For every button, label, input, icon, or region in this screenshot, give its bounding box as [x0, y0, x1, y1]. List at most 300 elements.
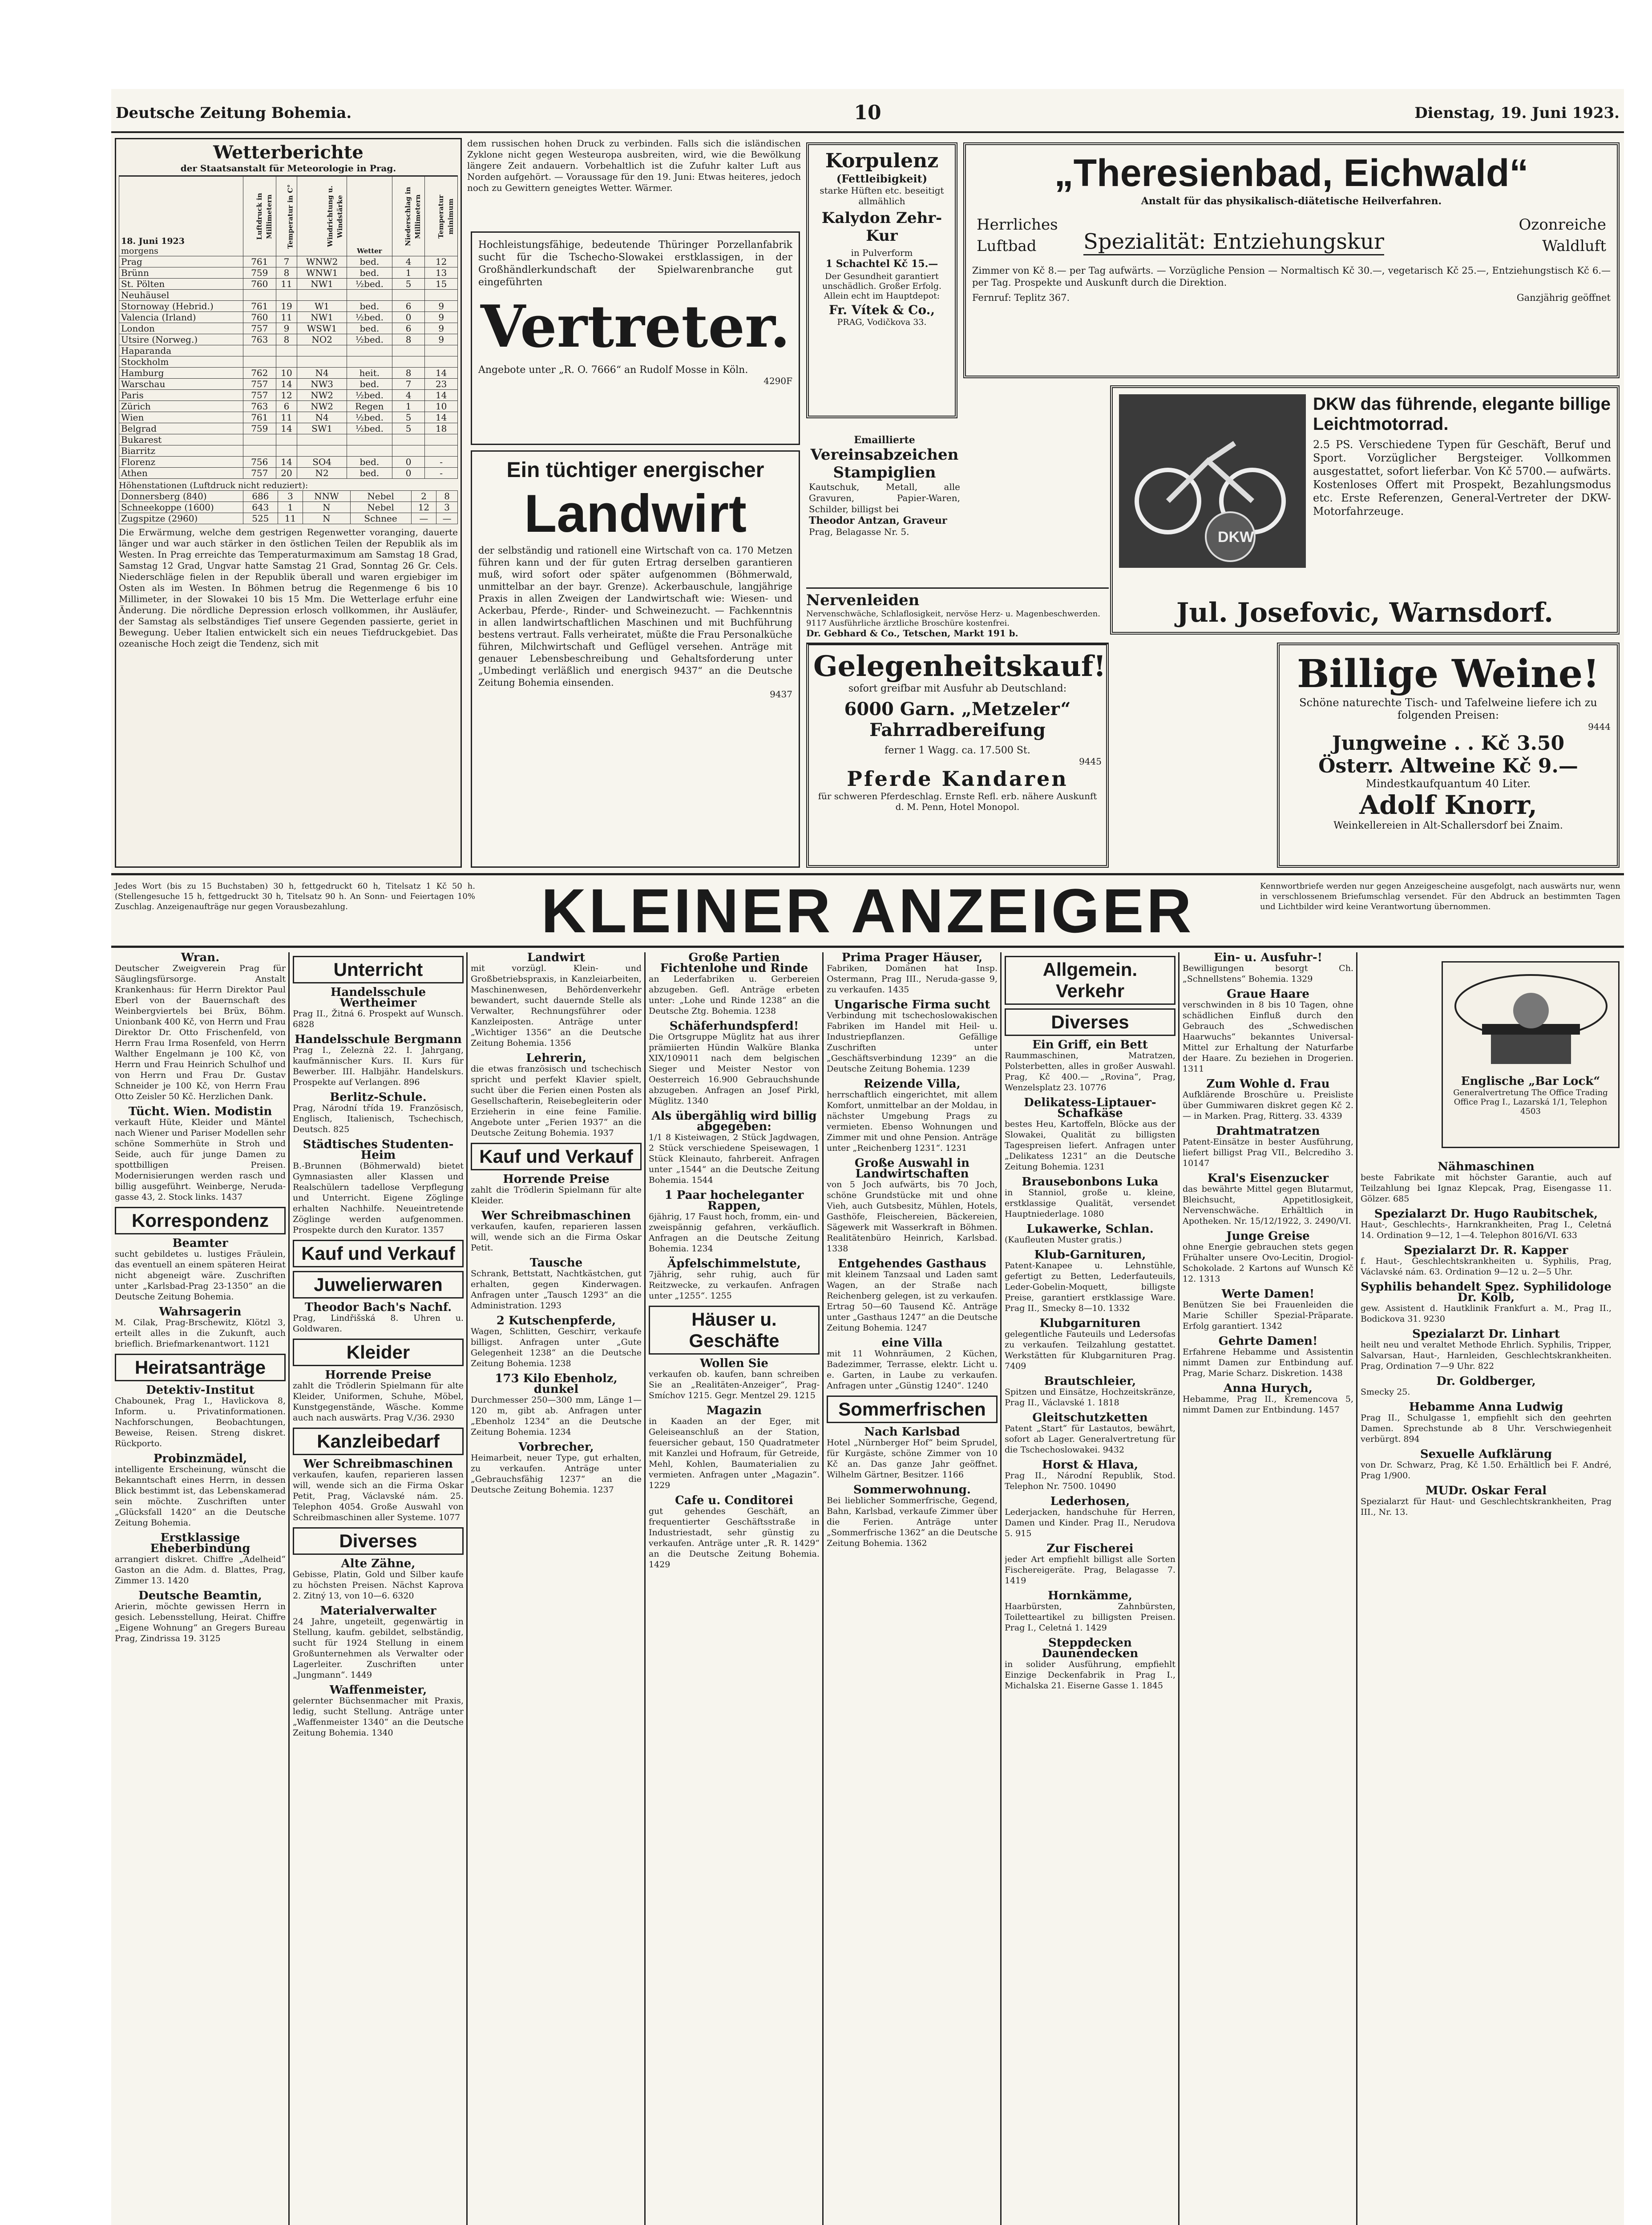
classified-headline: Wer Schreibmaschinen [481, 1209, 631, 1222]
weather-value: 20 [276, 468, 297, 479]
classified-headline: Wahrsagerin [159, 1305, 242, 1319]
weather-value [276, 345, 297, 356]
weather-value: heit. [347, 368, 392, 379]
classified-text: Aufklärende Broschüre u. Preisliste über Gummiwaren diskret gegen Kč 2.— in Marken. Prag, Ritterg. 33. 4339 [1183, 1090, 1353, 1121]
weather-row [119, 267, 458, 279]
classified-ad [649, 1111, 820, 1185]
weather-date-cell [119, 177, 243, 256]
theresienbad-special: Spezialität: Entziehungskur [1083, 229, 1384, 255]
classified-ad [1005, 1040, 1175, 1093]
weine-ad [1277, 643, 1620, 868]
theresienbad-text: Zimmer von Kč 8.— per Tag aufwärts. — Vorzügliche Pension — Normaltisch Kč 30.—, vegetarisch Kč 25.—, Entziehungstisch Kč 6.— per Tag. Prospekte und Auskunft durch die Direktion. [972, 265, 1611, 288]
weather-value [297, 345, 347, 356]
section-heading: Heiratsanträge [115, 1354, 286, 1381]
classified-headline: Städtisches Studenten-Heim [303, 1138, 454, 1162]
classified-text: jeder Art empfiehlt billigst alle Sorten Fischereigeräte. Prag, Belagasse 7. 1419 [1005, 1554, 1175, 1586]
classified-headline: Junge Greise [1226, 1230, 1310, 1243]
classified-ad [1005, 1543, 1175, 1586]
height-value: 11 [278, 513, 303, 524]
height-value: NNW [303, 491, 350, 502]
classified-text: Arierin, möchte gewissen Herrn in gesich. Lebensstellung, Heirat. Chiffre „Eigene Wohnung“ an Gregers Bureau Prag, Zindrissa 19. 3125 [115, 1602, 286, 1643]
weather-value: 757 [243, 323, 276, 334]
theresienbad-ad [963, 142, 1620, 378]
height-value: 12 [411, 502, 436, 513]
classified-headline: 2 Kutschenpferde, [496, 1314, 616, 1327]
classified-ad [293, 1302, 464, 1334]
weather-value: 756 [243, 457, 276, 468]
classified-text: herrschaftlich eingerichtet, mit allem Komfort, unmittelbar an der Moldau, in nächster Umgebung Prags zu vermieten. Ebenso Wohnungen und Zimmer mit und ohne Pension. Anträge unter „Reichenberg 1231“. 1231 [827, 1090, 998, 1153]
gelegenheit-foot: für schweren Pferdeschlag. Ernste Refl. erb. nähere Auskunft d. M. Penn, Hotel Monopol. [818, 791, 1097, 812]
weather-value [297, 434, 347, 445]
weather-row [119, 412, 458, 423]
weather-value: bed. [347, 379, 392, 390]
weather-value [276, 356, 297, 368]
classified-headline: Wollen Sie [700, 1357, 768, 1370]
banner-rule-top [111, 873, 1624, 875]
height-value: N [303, 513, 350, 524]
weather-value: 13 [425, 267, 458, 279]
weather-station: Valencia (Irland) [119, 312, 243, 323]
classified-text: mit kleinem Tanzsaal und Laden samt Wagen, an der Straße nach Reichenberg gelegen, ist zu verkaufen. Ertrag 50—60 Tausend Kč. Anträge unter „Gasthaus 1247“ an die Deutsche Zeitung Bohemia. 1247 [827, 1270, 998, 1333]
classified-text: gut gehendes Geschäft, an frequentierter Geschäftsstraße in Industriestadt, sehr günstig zu verkaufen. Anträge unter „R. R. 1429“ an die Deutsche Zeitung Bohemia. 1429 [649, 1506, 820, 1570]
classified-text: Patent-Kanapee u. Lehnstühle, gefertigt zu Betten, Lederfauteuils, Leder-Gobelin-Moquett, billigste Preise, garantiert erstklassige Ware. Prag II., Smecky 8—10. 1332 [1005, 1261, 1175, 1313]
classified-text: Bei lieblicher Sommerfrische, Gegend, Bahn, Karlsbad, verkaufe Zimmer über die Ferien. Anträge unter „Sommerfrische 1362“ an die Deutsche Zeitung Bohemia. 1362 [827, 1496, 998, 1548]
classified-headline: Schäferhundspferd! [669, 1019, 799, 1033]
classified-headline: Prima Prager Häuser, [841, 952, 983, 964]
weine-row1: Jungweine . . Kč 3.50 [1332, 732, 1565, 755]
weather-value: 1 [392, 267, 425, 279]
classified-ad [827, 952, 998, 995]
classified-text: Haut-, Geschlechts-, Harnkrankheiten, Prag I., Celetná 14. Ordination 9—12, 1—4. Telephon 8016/VI. 633 [1361, 1220, 1612, 1240]
weather-value: 11 [276, 312, 297, 323]
kleiner-left-note: Jedes Wort (bis zu 15 Buchstaben) 30 h, fettgedruckt 60 h, Titelsatz 1 Kč 50 h. (Stellengesuche 15 h, fettgedruckt 30 h, Titelsatz 90 h. An Sonn- und Feiertagen 10% Zuschlag. Anzeigenaufträge nur gegen Vorausbezahlung. [115, 882, 475, 911]
classified-text: B.-Brunnen (Böhmerwald) bietet Gymnasiasten aller Klassen und Realschülern tadellose Verpflegung und Unterricht. Eigene Zöglinge erhalten Nachhilfe. Neueintretende Zöglinge werden aufgenommen. Prospekte durch den Kurator. 1357 [293, 1161, 464, 1235]
classified-ad [1005, 1177, 1175, 1219]
weather-value: 8 [392, 368, 425, 379]
classified-columns [111, 952, 1624, 2225]
classified-ad [827, 1427, 998, 1480]
gelegenheit-text: ferner 1 Wagg. ca. 17.500 St. [885, 745, 1030, 756]
classified-column [471, 952, 642, 2225]
classified-ad [1183, 1289, 1353, 1331]
weather-value [347, 345, 392, 356]
classified-headline: Syphilis behandelt Spez. Syphilidologe Dr. Kolb, [1361, 1280, 1612, 1304]
weather-value: ½bed. [347, 390, 392, 401]
weather-value: 757 [243, 390, 276, 401]
weather-report [115, 138, 462, 868]
classified-headline: Ein Griff, ein Bett [1032, 1038, 1148, 1052]
korpulenz-price: 1 Schachtel Kč 15.— [825, 258, 938, 270]
classified-ad [293, 987, 464, 1030]
weather-station: Athen [119, 468, 243, 479]
weather-value: 6 [276, 401, 297, 412]
classified-headline: Lukawerke, Schlan. [1026, 1222, 1154, 1236]
gelegenheit-line: sofort greifbar mit Ausfuhr ab Deutschland: [848, 683, 1067, 694]
classified-ad [293, 1606, 464, 1680]
weather-value [392, 290, 425, 301]
weather-col-precip: Niederschlag in Millimetern [392, 177, 425, 256]
gelegenheit-big: 6000 Garn. „Metzeler“ Fahrradbereifung [844, 699, 1071, 740]
weather-col-tmin: Temperatur minimum [425, 177, 458, 256]
classified-text: das bewährte Mittel gegen Blutarmut, Bleichsucht, Appetitlosigkeit, Nervenschwäche. Erhältlich in Apotheken. Nr. 15/12/1922, 3. 2490/VI. [1183, 1184, 1353, 1226]
weather-value: 7 [392, 379, 425, 390]
barlock-sub: Generalvertretung The Office Trading Office Prag I., Lazarská 1/1, Telephon 4503 [1453, 1088, 1608, 1116]
nervenleiden-ad [806, 587, 1109, 644]
weather-forecast-text: dem russischen hohen Druck zu verbinden. Falls sich die isländischen Zyklone nicht gegen Westeuropa ausbreiten, wird, wie die Bewölkung längere Zeit andauern. Vorbehaltlich ist die Zufuhr kalter Luft aus Norden aufgehört. — Voraussage für den 19. Juni: Etwas heiteres, jedoch noch zu Gewittern geneigtes Wetter. Wärmer. [467, 138, 801, 193]
section-heading: Kauf und Verkauf [293, 1240, 464, 1267]
weather-station: London [119, 323, 243, 334]
weather-value [392, 356, 425, 368]
classified-text: von Dr. Schwarz, Prag, Kč 1.50. Erhältlich bei F. André, Prag 1/900. [1361, 1460, 1612, 1481]
classified-ad [1361, 1245, 1612, 1277]
height-value: Nebel [350, 491, 411, 502]
weather-value: 0 [392, 457, 425, 468]
vertreter-title: Vertreter. [481, 292, 790, 360]
vertreter-ad [471, 231, 800, 445]
weather-col-weather: Wetter [347, 177, 392, 256]
classified-headline: Gleitschutzketten [1032, 1411, 1148, 1424]
height-value: 1 [278, 502, 303, 513]
weine-text: Schöne naturechte Tisch- und Tafelweine liefere ich zu folgenden Preisen: [1299, 696, 1597, 721]
weather-value: 23 [425, 379, 458, 390]
classified-text: gew. Assistent d. Hautklinik Frankfurt a. M., Prag II., Bodickova 31. 9230 [1361, 1303, 1612, 1324]
weather-value: 757 [243, 379, 276, 390]
weather-value: 14 [425, 368, 458, 379]
column-rule [822, 952, 824, 2225]
weather-value: N2 [297, 468, 347, 479]
classified-headline: Spezialarzt Dr. Linhart [1412, 1327, 1560, 1341]
kleiner-right-note: Kennwortbriefe werden nur gegen Anzeigescheine ausgefolgt, nach auswärts nur, wenn in verschlossenem Briefumschlag versendet. Für den Abdruck an bestimmten Tagen und Lichtbilder wird keine Verantwortung übernommen. [1260, 882, 1620, 911]
korpulenz-lines: starke Hüften etc. beseitigt allmählich [820, 185, 944, 206]
classified-ad [1005, 1250, 1175, 1314]
weather-value [392, 445, 425, 457]
classified-headline: Klub-Garnituren, [1034, 1248, 1146, 1262]
classified-headline: Hornkämme, [1048, 1589, 1132, 1602]
classified-column [115, 952, 286, 2225]
theresienbad-season: Ganzjährig geöffnet [1516, 292, 1611, 303]
header-date: Dienstag, 19. Juni 1923. [1414, 104, 1620, 122]
weather-value: 9 [425, 312, 458, 323]
classified-ad [293, 1092, 464, 1135]
classified-headline: Materialverwalter [320, 1604, 436, 1618]
height-value: 686 [243, 491, 278, 502]
height-value: 3 [436, 502, 458, 513]
section-heading: Diverses [1005, 1008, 1175, 1036]
classified-text: Prag II., Žitná 6. Prospekt auf Wunsch. 6828 [293, 1009, 464, 1029]
weather-value: 6 [392, 301, 425, 312]
classified-text: 24 Jahre, ungeteilt, gegenwärtig in Stellung, kaufm. gebildet, selbständig, sucht für 1924 Stellung in einem Großunternehmen als Verwalter oder Lagerleiter. Zuschriften unter „Jungmann“. 1449 [293, 1617, 464, 1680]
weather-row [119, 401, 458, 412]
classified-ad [115, 1385, 286, 1449]
header-rule [111, 131, 1624, 133]
weather-col-pressure: Luftdruck in Millimetern [243, 177, 276, 256]
classified-ad [115, 1533, 286, 1586]
classified-ad [1361, 1449, 1612, 1481]
weather-value: 11 [276, 279, 297, 290]
weather-value [276, 290, 297, 301]
weine-title: Billige Weine! [1297, 651, 1600, 696]
landwirt-title: Landwirt [524, 484, 747, 543]
classified-ad [1183, 1126, 1353, 1169]
classified-text: f. Haut-, Geschlechtskrankheiten u. Syphilis, Prag, Václavské nám. 63. Ordination 9—12 u. 2—5 Uhr. [1361, 1256, 1612, 1277]
theresienbad-title: „Theresienbad, Eichwald“ [1054, 152, 1529, 194]
weather-value: 12 [425, 256, 458, 267]
classified-ad [1361, 1329, 1612, 1371]
banner-rule-bottom [111, 946, 1624, 948]
weather-row [119, 434, 458, 445]
column-rule [644, 952, 646, 2225]
classified-headline: Hebamme Anna Ludwig [1409, 1400, 1563, 1414]
weather-col-temp: Temperatur in C° [276, 177, 297, 256]
weather-value: N4 [297, 368, 347, 379]
classified-ad [649, 1021, 820, 1106]
classified-ad [1005, 1224, 1175, 1245]
classified-headline: MUDr. Oskar Feral [1425, 1484, 1547, 1497]
weine-code: 9444 [1588, 721, 1611, 732]
section-heading: Juwelierwaren [293, 1271, 464, 1299]
weather-station: Hamburg [119, 368, 243, 379]
landwirt-top: Ein tüchtiger energischer [506, 458, 764, 482]
weather-value: 0 [392, 468, 425, 479]
classified-headline: Sommerwohnung. [853, 1483, 971, 1497]
classified-ad [1183, 989, 1353, 1074]
section-heading: Kanzleibedarf [293, 1428, 464, 1455]
classified-ad [293, 1459, 464, 1523]
classified-headline: Brausebonbons Luka [1022, 1175, 1159, 1189]
weather-value: 14 [425, 390, 458, 401]
weather-value: 5 [392, 412, 425, 423]
height-value: — [411, 513, 436, 524]
height-value: 2 [411, 491, 436, 502]
classified-text: Gebisse, Platin, Gold und Silber kaufe zu höchsten Preisen. Nächst Kaprova 2. Zitný 13, von 10—6. 6320 [293, 1570, 464, 1601]
classified-headline: Nach Karlsbad [864, 1425, 960, 1439]
weather-value: bed. [347, 457, 392, 468]
height-value: 3 [278, 491, 303, 502]
weather-value [243, 445, 276, 457]
classified-headline: Drahtmatratzen [1216, 1125, 1320, 1138]
classified-text: Fabriken, Domänen hat Insp. Ostermann, Prag III., Neruda-gasse 9, zu verkaufen. 1435 [827, 963, 998, 995]
weather-value: bed. [347, 267, 392, 279]
weather-value [243, 290, 276, 301]
classified-ad [115, 952, 286, 1102]
classified-headline: Graue Haare [1227, 987, 1309, 1001]
classified-ad [827, 1258, 998, 1333]
weather-value: 9 [425, 334, 458, 345]
column-rule [466, 952, 468, 2225]
korpulenz-ad [806, 142, 957, 418]
classified-headline: Beamter [172, 1237, 228, 1250]
classified-ad [293, 1034, 464, 1088]
classified-ad [649, 1495, 820, 1570]
weather-value: 10 [276, 368, 297, 379]
weather-value: 0 [392, 312, 425, 323]
classified-ad [1183, 1231, 1353, 1284]
classified-column [1005, 952, 1175, 2225]
weather-station: Belgrad [119, 423, 243, 434]
classified-text: Schrank, Bettstatt, Nachtkästchen, gut erhalten, gegen Kinderwagen. Anfragen unter „Tausch 1293“ an die Administration. 1293 [471, 1269, 642, 1311]
weather-value: ½bed. [347, 423, 392, 434]
weather-value [425, 445, 458, 457]
classified-headline: Große Auswahl in Landwirtschaften [854, 1157, 970, 1181]
classified-ad [293, 1558, 464, 1601]
emaillierte-addr: Prag, Belagasse Nr. 5. [809, 526, 909, 537]
theresienbad-right2: Waldluft [1542, 237, 1606, 255]
nervenleiden-vendor: Dr. Gebhard & Co., Tetschen, Markt 191 b. [806, 628, 1018, 639]
kleiner-anzeiger-banner [111, 878, 1624, 944]
nervenleiden-text: Nervenschwäche, Schlaflosigkeit, nervöse Herz- u. Magenbeschwerden. 9117 Ausführliche ärztliche Broschüre kostenfrei. [806, 609, 1100, 628]
section-heading: Unterricht [293, 956, 464, 983]
classified-headline: Ein- u. Ausfuhr-! [1213, 952, 1323, 964]
weather-value [425, 434, 458, 445]
weather-value: 11 [276, 412, 297, 423]
dkw-copy [1313, 394, 1611, 518]
weather-station: Stornoway (Hebrid.) [119, 301, 243, 312]
theresienbad-footer-row [972, 292, 1611, 306]
weather-value: NO2 [297, 334, 347, 345]
classified-text: Patent „Start“ für Lastautos, bewährt, sofort ab Lager. Generalvertretung für die Tschechoslowakei. 9432 [1005, 1424, 1175, 1455]
weather-row [119, 379, 458, 390]
classified-headline: Tausche [529, 1256, 583, 1270]
weather-value: bed. [347, 301, 392, 312]
column-rule [1178, 952, 1179, 2225]
classified-headline: Wer Schreibmaschinen [303, 1457, 453, 1471]
weather-value: 760 [243, 279, 276, 290]
classified-text: M. Cilak, Prag-Brschewitz, Klötzl 3, erteilt alles in die Zukunft, auch brieflich. Briefmarkenantwort. 1121 [115, 1318, 286, 1349]
classified-text: Prag II., Schulgasse 1, empfiehlt sich den geehrten Damen. Sprechstunde ab 8 Uhr. Verschwiegenheit verbürgt. 894 [1361, 1413, 1612, 1444]
classified-text: 1/1 8 Kisteiwagen, 2 Stück Jagdwagen, 2 Stück verschiedene Speisewagen, 1 Stück Kleinauto, fahrbereit. Anfragen unter „1544“ an die Deutsche Zeitung Bohemia. 1544 [649, 1133, 820, 1185]
weather-value [392, 345, 425, 356]
dkw-text: 2.5 PS. Verschiedene Typen für Geschäft, Beruf und Sport. Vorzüglicher Bergsteiger. Vollkommen ausgestattet, sofort lieferbar. Von Kč 5700.— aufwärts. Kostenloses Offert mit Prospekt, Bezahlungsmodus etc. Erste Referenzen, General-Vertreter der DKW-Motorfahrzeuge. [1313, 438, 1611, 518]
classified-headline: Magazin [706, 1404, 762, 1417]
classified-headline: Dr. Goldberger, [1436, 1375, 1536, 1388]
classified-ad [1361, 1402, 1612, 1444]
classified-ad [1183, 1079, 1353, 1121]
classified-ad [293, 1139, 464, 1235]
weather-value: WNW2 [297, 256, 347, 267]
classified-text: verkaufen ob. kaufen, bann schreiben Sie an „Realitäten-Anzeiger“, Prag-Smíchov 1215. Gegr. Mentzel 29. 1215 [649, 1369, 820, 1400]
classified-headline: Zum Wohle d. Frau [1206, 1077, 1330, 1091]
classified-text: in Stanniol, große u. kleine, erstklassige Qualität, versendet Hauptniederlage. 1080 [1005, 1188, 1175, 1219]
newspaper-page [111, 89, 1624, 2225]
vertreter-intro: Hochleistungsfähige, bedeutende Thüringer Porzellanfabrik sucht für die Tschecho-Slowakei erstklassigen, in der Großhändlerkundschaft der Spielwarenbranche gut eingeführten [478, 239, 792, 288]
classified-ad [1005, 1590, 1175, 1633]
classified-ad [115, 1238, 286, 1302]
weather-station: Wien [119, 412, 243, 423]
weather-value: WSW1 [297, 323, 347, 334]
height-station: Zugspitze (2960) [119, 513, 243, 524]
classified-headline: Probinzmädel, [153, 1452, 247, 1465]
weather-value: bed. [347, 256, 392, 267]
classified-text: Deutscher Zweigverein Prag für Säuglingsfürsorge. Anstalt Krankenhaus: für Herrn Direktor Paul Eberl von der Bauernschaft des Weinbergviertels bei Brüx, Böhm. Unionbank 400 Kč, von Herrn und Frau Direktor Dr. Otto Frischenfeld, von Herrn Frau Irma Rosenfeld, von Herrn Walther Engelmann je 100 Kč, von Herrn und Frau Heinrich Schulhof und von Herrn und Frau Dr. Gustav Schneider je 100 Kč, von Herrn Frau Otto Zeisler 50 Kč. Herzlichen Dank. [115, 963, 286, 1101]
weather-value: N4 [297, 412, 347, 423]
height-row [119, 513, 458, 524]
weather-value [425, 345, 458, 356]
classified-column [1183, 952, 1353, 2225]
classified-text: Hebamme, Prag II., Kremencova 5, nimmt Damen zur Entbindung. 1457 [1183, 1394, 1353, 1415]
heights-title: Höhenstationen (Luftdruck nicht reduziert): [119, 481, 308, 490]
classified-text: Spezialarzt für Haut- und Geschlechtskrankheiten, Prag III., Nr. 13. [1361, 1497, 1612, 1517]
classified-headline: Nähmaschinen [1438, 1161, 1535, 1173]
classified-column [1361, 1161, 1612, 2225]
classified-ad [471, 1210, 642, 1253]
weather-value: 762 [243, 368, 276, 379]
classified-column [293, 952, 464, 2225]
classified-ad [115, 1307, 286, 1349]
classified-headline: Sexuelle Aufklärung [1420, 1448, 1552, 1461]
classified-ad [471, 1373, 642, 1437]
weather-value: NW1 [297, 279, 347, 290]
classified-text: Heimarbeit, neuer Type, gut erhalten, zu verkaufen. Anträge unter „Gebrauchsfähig 1237“ an die Deutsche Zeitung Bohemia. 1237 [471, 1453, 642, 1495]
classified-text: Durchmesser 250—300 mm, Länge 1—120 m, gibt ab. Anfragen unter „Ebenholz 1234“ an die Deutsche Zeitung Bohemia. 1234 [471, 1395, 642, 1437]
weather-value [276, 434, 297, 445]
height-row [119, 491, 458, 502]
classified-headline: Lehrerin, [526, 1052, 586, 1065]
weather-value [243, 434, 276, 445]
weine-addr: Weinkellereien in Alt-Schallersdorf bei Znaim. [1333, 820, 1563, 831]
weather-value: 4 [392, 256, 425, 267]
classified-text: intelligente Erscheinung, wünscht die Bekanntschaft eines Herrn, in dessen Blick bestimmt ist, das Lebenskamerad sein möchte. Zuschriften unter „Glücksfall 1420“ an die Deutsche Zeitung Bohemia. [115, 1464, 286, 1528]
classified-ad [293, 1685, 464, 1738]
gelegenheit-horse: Pferde Kandaren [847, 767, 1068, 791]
classified-ad [1361, 1485, 1612, 1517]
classified-text: zahlt die Trödlerin Spielmann für alte Kleider. [471, 1185, 642, 1206]
classified-ad [1183, 1336, 1353, 1379]
weather-value: bed. [347, 468, 392, 479]
theresienbad-subtitle: Anstalt für das physikalisch-diätetische Heilverfahren. [1141, 195, 1442, 207]
theresienbad-left2: Luftbad [977, 237, 1037, 255]
height-value: 8 [436, 491, 458, 502]
weather-station: Haparanda [119, 345, 243, 356]
gelegenheit-code: 9445 [1079, 756, 1102, 767]
classified-headline: Delikatess-Liptauer-Schafkäse [1024, 1096, 1156, 1120]
height-value: — [436, 513, 458, 524]
classified-ad [1183, 952, 1353, 984]
height-value: Nebel [350, 502, 411, 513]
classified-headline: Handelsschule Bergmann [295, 1033, 462, 1046]
classified-text: Erfahrene Hebamme und Assistentin nimmt Damen zur Entbindung auf. Prag, Marie Scharz. Diskretion. 1438 [1183, 1347, 1353, 1378]
classified-ad [115, 1453, 286, 1528]
classified-text: in Kaaden an der Eger, mit Geleiseanschluß an der Station, feuersicher gebaut, 150 Quadratmeter mit Kanzlei und Hofraum, für Getreide, Mehl, Kohlen, Baumaterialien zu vermieten. Anfragen unter „Magazin“. 1229 [649, 1416, 820, 1490]
dkw-title: DKW das führende, elegante billige Leichtmotorrad. [1313, 394, 1611, 434]
weather-row [119, 323, 458, 334]
classified-text: Chabounek, Prag I., Havlickova 8, Inform. u. Privatinformationen. Nachforschungen, Beobachtungen, Beweise, Reisen. Streng diskret. Rückporto. [115, 1396, 286, 1448]
height-value: Schnee [350, 513, 411, 524]
weather-value: - [425, 457, 458, 468]
classified-ad [827, 1485, 998, 1549]
classified-ad [827, 1158, 998, 1254]
weather-value: 763 [243, 334, 276, 345]
header-masthead: Deutsche Zeitung Bohemia. [116, 104, 352, 122]
classified-text: Prag, Lindřišská 8. Uhren u. Goldwaren. [293, 1313, 464, 1334]
weather-station: Prag [119, 256, 243, 267]
weather-title: Wetterberichte [213, 142, 364, 163]
weather-value [392, 434, 425, 445]
classified-headline: Anna Hurych, [1224, 1382, 1313, 1395]
classified-text: Spitzen und Einsätze, Hochzeitskränze, Prag II., Václavské 1. 1818 [1005, 1387, 1175, 1408]
classified-headline: 1 Paar hocheleganter Rappen, [664, 1189, 804, 1213]
nervenleiden-title: Nervenleiden [806, 591, 920, 609]
weather-value [347, 434, 392, 445]
weather-row [119, 468, 458, 479]
gelegenheit-title: Gelegenheitskauf! [813, 650, 1106, 683]
vertreter-code: 4290F [763, 376, 792, 386]
weather-row [119, 301, 458, 312]
classified-headline: Erstklassige Eheberbindung [150, 1531, 250, 1555]
weather-value: SW1 [297, 423, 347, 434]
classified-ad [1361, 1209, 1612, 1241]
classified-text: ohne Energie gebrauchen stets gegen Frühalter unsere Ovo-Lecitin, Drogiol-Schokolade. 2 Kartons auf Wunsch Kč 12. 1313 [1183, 1242, 1353, 1284]
barlock-title: Englische „Bar Lock“ [1461, 1075, 1600, 1088]
